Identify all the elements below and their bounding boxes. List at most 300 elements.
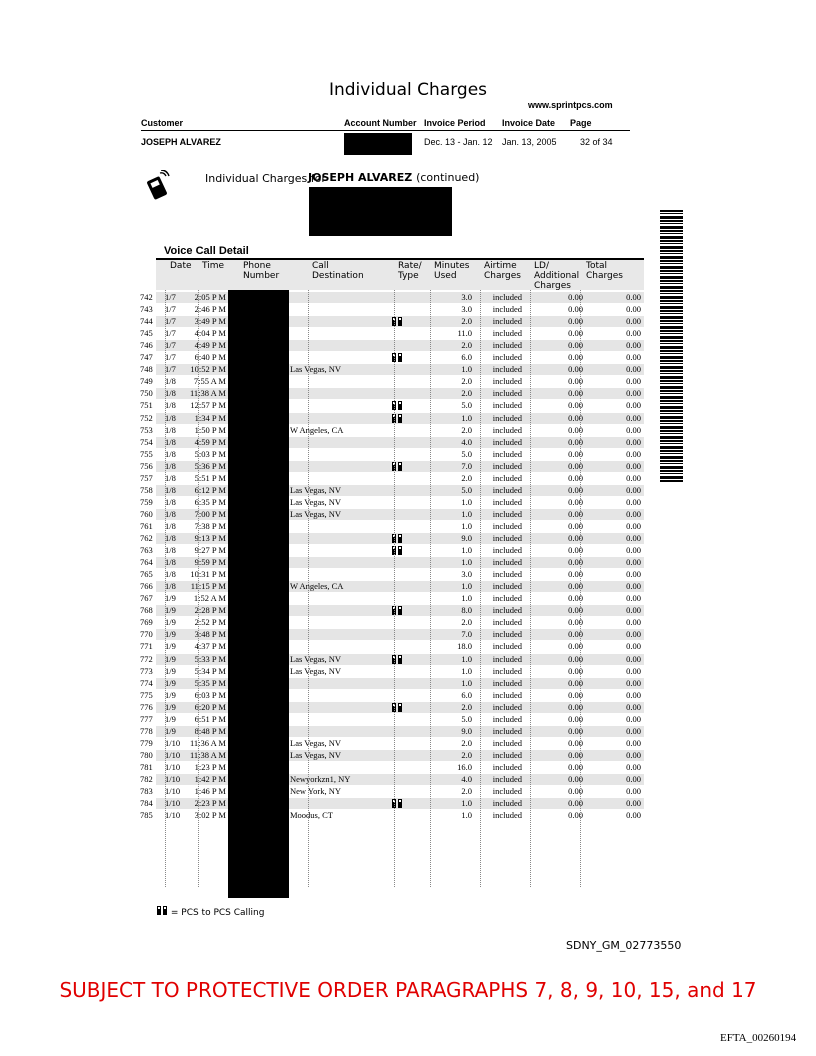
ld-additional-charges: 0.00: [568, 508, 583, 519]
total-charges: 0.00: [626, 496, 641, 507]
call-date: 1/10: [165, 774, 181, 784]
minutes-used: 1.0: [461, 557, 472, 568]
call-destination: Las Vegas, NV: [290, 665, 342, 676]
call-time: 4:49 P M: [194, 340, 226, 351]
call-time: 1:52 A M: [193, 593, 226, 604]
website-label: www.sprintpcs.com: [528, 100, 613, 110]
row-number: 747: [140, 352, 153, 363]
airtime-charges: included: [492, 653, 522, 664]
call-destination: Las Vegas, NV: [290, 653, 342, 664]
minutes-used: 2.0: [461, 701, 472, 712]
total-charges: 0.00: [626, 761, 641, 772]
col-ld-additional: [534, 261, 579, 291]
ld-additional-charges: 0.00: [568, 605, 583, 616]
barcode: [660, 210, 683, 482]
call-time: 2:46 P M: [194, 304, 226, 315]
minutes-used: 1.0: [461, 496, 472, 507]
call-time: 1:23 P M: [194, 761, 226, 772]
table-row: [140, 437, 644, 448]
airtime-charges: included: [492, 460, 522, 471]
minutes-used: 2.0: [461, 340, 472, 351]
row-number: 778: [140, 725, 153, 736]
row-number: 759: [140, 496, 153, 507]
call-time: 6:40 P M: [194, 352, 226, 363]
ld-additional-charges: 0.00: [568, 557, 583, 568]
minutes-used: 1.0: [461, 798, 472, 809]
call-date: 1/8: [165, 448, 176, 459]
total-charges: 0.00: [626, 749, 641, 760]
call-time: 9:13 P M: [194, 533, 226, 543]
table-row: [140, 316, 644, 327]
airtime-charges: included: [492, 737, 522, 748]
call-date: 1/8: [165, 533, 176, 543]
airtime-charges: included: [492, 713, 522, 724]
row-number: 763: [140, 545, 153, 556]
airtime-charges: included: [492, 376, 522, 387]
row-number: 760: [140, 508, 153, 519]
airtime-charges: included: [492, 593, 522, 604]
row-number: 751: [140, 400, 153, 411]
call-date: 1/8: [165, 496, 176, 507]
col-sep: [430, 290, 431, 887]
total-charges: 0.00: [626, 448, 641, 459]
call-time: 1:46 P M: [194, 786, 226, 797]
individual-charges-name: [308, 171, 479, 184]
total-charges: 0.00: [626, 810, 641, 821]
col-min-line2: Used: [434, 271, 457, 281]
call-date: 1/7: [165, 364, 176, 375]
call-time: 6:35 P M: [194, 496, 226, 507]
call-date: 1/10: [165, 786, 181, 797]
minutes-used: 1.0: [461, 545, 472, 556]
row-number: 749: [140, 376, 153, 387]
call-destination: Las Vegas, NV: [290, 749, 342, 760]
call-date: 1/8: [165, 460, 176, 471]
call-time: 7:00 P M: [194, 508, 226, 519]
airtime-charges: included: [492, 749, 522, 760]
minutes-used: 4.0: [461, 774, 472, 784]
page-label: Page: [570, 118, 592, 128]
call-destination: Las Vegas, NV: [290, 484, 342, 495]
call-time: 5:34 P M: [194, 665, 226, 676]
row-number: 785: [140, 810, 153, 821]
row-number: 767: [140, 593, 153, 604]
call-destination: Las Vegas, NV: [290, 496, 342, 507]
call-time: 3:49 P M: [194, 316, 226, 327]
row-number: 744: [140, 316, 153, 327]
table-row: [140, 762, 644, 773]
minutes-used: 2.0: [461, 472, 472, 483]
call-date: 1/9: [165, 665, 176, 676]
col-rate-line1: Rate/: [398, 261, 422, 271]
total-charges: 0.00: [626, 316, 641, 327]
call-date: 1/8: [165, 388, 176, 399]
total-charges: 0.00: [626, 641, 641, 652]
col-air-line1: Airtime: [484, 261, 517, 271]
call-destination: W Angeles, CA: [290, 424, 344, 435]
call-time: 5:33 P M: [194, 653, 226, 664]
total-charges: 0.00: [626, 786, 641, 797]
minutes-used: 1.0: [461, 412, 472, 423]
minutes-used: 1.0: [461, 581, 472, 592]
airtime-charges: included: [492, 605, 522, 616]
table-row: [140, 400, 644, 411]
call-date: 1/10: [165, 761, 181, 772]
ld-additional-charges: 0.00: [568, 520, 583, 531]
call-time: 4:04 P M: [194, 328, 226, 339]
total-charges: 0.00: [626, 304, 641, 315]
invoice-period-label: Invoice Period: [424, 118, 486, 128]
total-charges: 0.00: [626, 508, 641, 519]
airtime-charges: included: [492, 412, 522, 423]
legend: [157, 906, 264, 918]
minutes-used: 16.0: [457, 761, 472, 772]
ld-additional-charges: 0.00: [568, 533, 583, 543]
table-row: [140, 738, 644, 749]
airtime-charges: included: [492, 665, 522, 676]
call-time: 10:31 P M: [190, 569, 226, 580]
ld-additional-charges: 0.00: [568, 617, 583, 628]
call-time: 3:02 P M: [194, 810, 226, 821]
table-row: [140, 786, 644, 797]
protective-order-notice: SUBJECT TO PROTECTIVE ORDER PARAGRAPHS 7, 8, 9, 10, 15, and 17: [59, 978, 757, 1002]
legend-text: = PCS to PCS Calling: [170, 908, 265, 918]
col-ld-line2: Additional: [534, 271, 580, 281]
call-time: 10:52 P M: [190, 364, 226, 375]
call-time: 6:51 P M: [194, 713, 226, 724]
call-date: 1/8: [165, 508, 176, 519]
ld-additional-charges: 0.00: [568, 472, 583, 483]
col-destination: [312, 261, 364, 281]
call-destination: New York, NY: [290, 786, 342, 797]
call-date: 1/7: [165, 340, 176, 351]
row-number: 745: [140, 328, 153, 339]
minutes-used: 3.0: [461, 304, 472, 315]
call-time: 1:50 P M: [194, 424, 226, 435]
airtime-charges: included: [492, 484, 522, 495]
ld-additional-charges: 0.00: [568, 424, 583, 435]
call-date: 1/9: [165, 713, 176, 724]
minutes-used: 7.0: [461, 460, 472, 471]
table-top-rule: [156, 258, 644, 260]
total-charges: 0.00: [626, 460, 641, 471]
total-charges: 0.00: [626, 557, 641, 568]
table-row: [140, 678, 644, 689]
col-dest-line2: Destination: [312, 271, 364, 281]
call-time: 7:55 A M: [193, 376, 226, 387]
airtime-charges: included: [492, 316, 522, 327]
col-air-line2: Charges: [484, 271, 521, 281]
row-number: 781: [140, 761, 153, 772]
table-row: [140, 328, 644, 339]
minutes-used: 2.0: [461, 749, 472, 760]
minutes-used: 2.0: [461, 424, 472, 435]
invoice-date-label: Invoice Date: [502, 118, 556, 128]
call-date: 1/7: [165, 316, 176, 327]
minutes-used: 1.0: [461, 520, 472, 531]
call-time: 4:59 P M: [194, 436, 226, 447]
minutes-used: 5.0: [461, 400, 472, 411]
ld-additional-charges: 0.00: [568, 545, 583, 556]
call-date: 1/9: [165, 677, 176, 688]
airtime-charges: included: [492, 629, 522, 640]
call-time: 3:48 P M: [194, 629, 226, 640]
total-charges: 0.00: [626, 533, 641, 543]
col-phone: [243, 261, 279, 281]
airtime-charges: included: [492, 798, 522, 809]
call-date: 1/10: [165, 810, 181, 821]
total-charges: 0.00: [626, 653, 641, 664]
total-charges: 0.00: [626, 569, 641, 580]
ld-additional-charges: 0.00: [568, 653, 583, 664]
col-sep: [394, 290, 395, 887]
table-row: [140, 810, 644, 821]
bates-number: SDNY_GM_02773550: [566, 939, 682, 952]
table-row: [140, 545, 644, 556]
table-row: [140, 702, 644, 713]
row-number: 774: [140, 677, 153, 688]
call-destination: Las Vegas, NV: [290, 364, 342, 375]
table-row: [140, 641, 644, 652]
airtime-charges: included: [492, 545, 522, 556]
airtime-charges: included: [492, 677, 522, 688]
col-rate-line2: Type: [398, 271, 419, 281]
airtime-charges: included: [492, 689, 522, 700]
row-number: 765: [140, 569, 153, 580]
table-row: [140, 654, 644, 665]
table-row: [140, 690, 644, 701]
airtime-charges: included: [492, 761, 522, 772]
header-rule: [141, 130, 630, 131]
call-date: 1/9: [165, 617, 176, 628]
total-charges: 0.00: [626, 328, 641, 339]
call-date: 1/9: [165, 653, 176, 664]
col-date: Date: [170, 261, 192, 271]
airtime-charges: included: [492, 472, 522, 483]
minutes-used: 7.0: [461, 629, 472, 640]
row-number: 766: [140, 581, 153, 592]
col-sep: [308, 290, 309, 887]
airtime-charges: included: [492, 641, 522, 652]
total-charges: 0.00: [626, 472, 641, 483]
row-number: 780: [140, 749, 153, 760]
call-time: 5:35 P M: [194, 677, 226, 688]
table-row: [140, 557, 644, 568]
table-row: [140, 304, 644, 315]
ld-additional-charges: 0.00: [568, 593, 583, 604]
minutes-used: 5.0: [461, 713, 472, 724]
row-number: 768: [140, 605, 153, 616]
ld-additional-charges: 0.00: [568, 460, 583, 471]
call-date: 1/8: [165, 569, 176, 580]
airtime-charges: included: [492, 424, 522, 435]
row-number: 756: [140, 460, 153, 471]
airtime-charges: included: [492, 508, 522, 519]
total-charges: 0.00: [626, 340, 641, 351]
col-ld-line3: Charges: [534, 281, 571, 291]
row-number: 773: [140, 665, 153, 676]
ld-additional-charges: 0.00: [568, 798, 583, 809]
name-detail-redaction: [309, 187, 452, 236]
ld-additional-charges: 0.00: [568, 701, 583, 712]
row-number: 757: [140, 472, 153, 483]
minutes-used: 1.0: [461, 508, 472, 519]
ld-additional-charges: 0.00: [568, 400, 583, 411]
minutes-used: 1.0: [461, 653, 472, 664]
call-destination: Moodus, CT: [290, 810, 333, 821]
ld-additional-charges: 0.00: [568, 713, 583, 724]
airtime-charges: included: [492, 810, 522, 821]
table-row: [140, 605, 644, 616]
ld-additional-charges: 0.00: [568, 412, 583, 423]
call-time: 2:05 P M: [194, 292, 226, 302]
airtime-charges: included: [492, 617, 522, 628]
col-time: Time: [202, 261, 225, 271]
invoice-period-value: Dec. 13 - Jan. 12: [424, 137, 493, 147]
col-airtime: [484, 261, 521, 281]
ld-additional-charges: 0.00: [568, 496, 583, 507]
ld-additional-charges: 0.00: [568, 725, 583, 736]
ld-additional-charges: 0.00: [568, 569, 583, 580]
airtime-charges: included: [492, 448, 522, 459]
total-charges: 0.00: [626, 376, 641, 387]
airtime-charges: included: [492, 364, 522, 375]
airtime-charges: included: [492, 557, 522, 568]
table-row: [140, 593, 644, 604]
col-total-line1: Total: [586, 261, 608, 271]
total-charges: 0.00: [626, 713, 641, 724]
minutes-used: 2.0: [461, 786, 472, 797]
minutes-used: 8.0: [461, 605, 472, 616]
call-time: 4:37 P M: [194, 641, 226, 652]
section-title: Voice Call Detail: [164, 245, 249, 257]
airtime-charges: included: [492, 786, 522, 797]
page-title: Individual Charges: [328, 80, 488, 100]
call-destination: W Angeles, CA: [290, 581, 344, 592]
table-row: [140, 449, 644, 460]
call-time: 9:59 P M: [194, 557, 226, 568]
minutes-used: 9.0: [461, 725, 472, 736]
minutes-used: 2.0: [461, 388, 472, 399]
call-time: 2:28 P M: [194, 605, 226, 616]
call-date: 1/9: [165, 689, 176, 700]
ld-additional-charges: 0.00: [568, 364, 583, 375]
table-row: [140, 509, 644, 520]
row-number: 764: [140, 557, 153, 568]
total-charges: 0.00: [626, 677, 641, 688]
efta-number: EFTA_00260194: [720, 1032, 797, 1044]
total-charges: 0.00: [626, 629, 641, 640]
table-row: [140, 750, 644, 761]
airtime-charges: included: [492, 304, 522, 315]
call-date: 1/8: [165, 472, 176, 483]
minutes-used: 2.0: [461, 376, 472, 387]
minutes-used: 9.0: [461, 533, 472, 543]
table-row: [140, 774, 644, 785]
ld-additional-charges: 0.00: [568, 689, 583, 700]
row-number: 755: [140, 448, 153, 459]
table-row: [140, 473, 644, 484]
total-charges: 0.00: [626, 400, 641, 411]
row-number: 748: [140, 364, 153, 375]
table-row: [140, 521, 644, 532]
total-charges: 0.00: [626, 388, 641, 399]
ld-additional-charges: 0.00: [568, 352, 583, 363]
airtime-charges: included: [492, 533, 522, 543]
call-time: 6:20 P M: [194, 701, 226, 712]
call-time: 7:38 P M: [194, 520, 226, 531]
call-time: 11:15 P M: [190, 581, 226, 592]
airtime-charges: included: [492, 388, 522, 399]
total-charges: 0.00: [626, 605, 641, 616]
airtime-charges: included: [492, 340, 522, 351]
call-date: 1/9: [165, 641, 176, 652]
minutes-used: 1.0: [461, 364, 472, 375]
ld-additional-charges: 0.00: [568, 328, 583, 339]
minutes-used: 18.0: [457, 641, 472, 652]
ld-additional-charges: 0.00: [568, 677, 583, 688]
minutes-used: 2.0: [461, 316, 472, 327]
ld-additional-charges: 0.00: [568, 774, 583, 784]
row-number: 779: [140, 737, 153, 748]
row-number: 769: [140, 617, 153, 628]
row-number: 752: [140, 412, 153, 423]
call-date: 1/8: [165, 436, 176, 447]
call-time: 1:34 P M: [194, 412, 226, 423]
total-charges: 0.00: [626, 725, 641, 736]
col-sep: [530, 290, 531, 887]
col-minutes: [434, 261, 469, 281]
total-charges: 0.00: [626, 352, 641, 363]
row-number: 754: [140, 436, 153, 447]
ld-additional-charges: 0.00: [568, 641, 583, 652]
table-row: [140, 714, 644, 725]
row-number: 782: [140, 774, 153, 784]
minutes-used: 1.0: [461, 810, 472, 821]
minutes-used: 6.0: [461, 352, 472, 363]
call-date: 1/10: [165, 737, 181, 748]
charges-for-name: JOSEPH ALVAREZ: [308, 171, 413, 184]
row-number: 742: [140, 292, 153, 302]
ld-additional-charges: 0.00: [568, 376, 583, 387]
total-charges: 0.00: [626, 436, 641, 447]
row-number: 777: [140, 713, 153, 724]
invoice-date-value: Jan. 13, 2005: [502, 137, 557, 147]
account-number-redaction: [344, 133, 412, 155]
total-charges: 0.00: [626, 701, 641, 712]
minutes-used: 1.0: [461, 677, 472, 688]
call-time: 6:12 P M: [194, 484, 226, 495]
minutes-used: 1.0: [461, 593, 472, 604]
table-row: [140, 581, 644, 592]
row-number: 770: [140, 629, 153, 640]
minutes-used: 1.0: [461, 665, 472, 676]
call-date: 1/10: [165, 749, 181, 760]
call-date: 1/7: [165, 352, 176, 363]
row-number: 750: [140, 388, 153, 399]
call-date: 1/8: [165, 400, 176, 411]
row-number: 775: [140, 689, 153, 700]
ld-additional-charges: 0.00: [568, 665, 583, 676]
call-time: 12:57 P M: [190, 400, 226, 411]
pcs-to-pcs-icon: [157, 906, 168, 918]
minutes-used: 3.0: [461, 292, 472, 302]
ld-additional-charges: 0.00: [568, 629, 583, 640]
ld-additional-charges: 0.00: [568, 761, 583, 772]
call-time: 5:36 P M: [194, 460, 226, 471]
row-number: 746: [140, 340, 153, 351]
call-time: 8:48 P M: [194, 725, 226, 736]
